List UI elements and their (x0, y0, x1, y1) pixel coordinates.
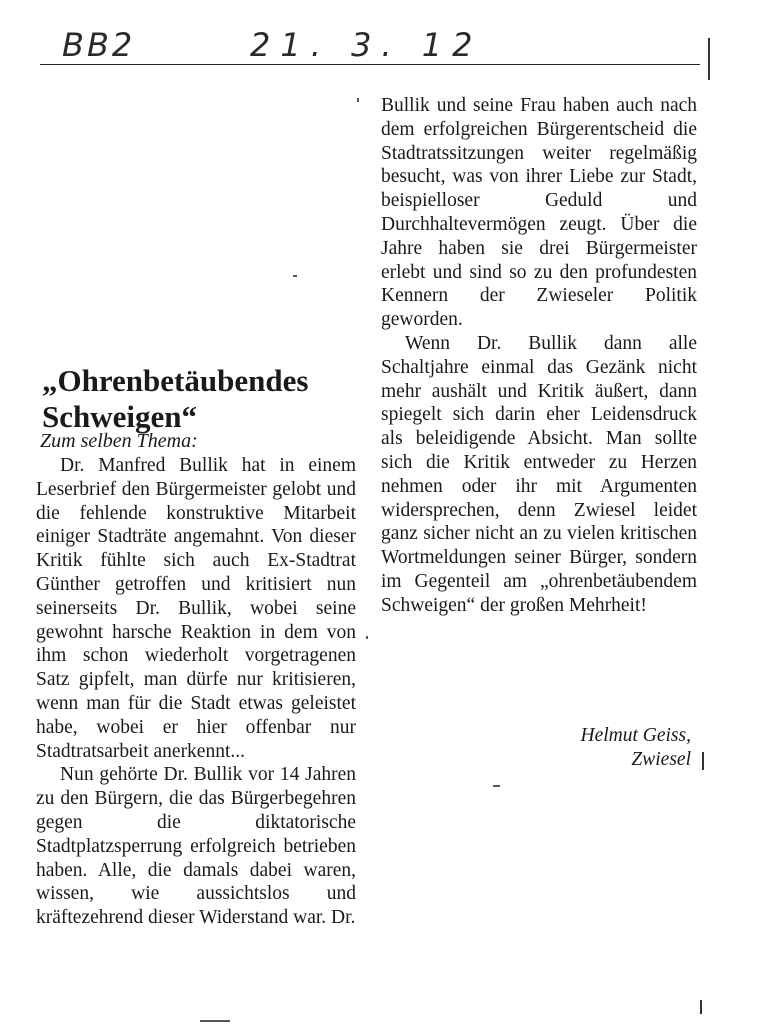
article-kicker: Zum selben Thema: (40, 430, 198, 452)
article-paragraph: Dr. Manfred Bullik hat in einem Leserbrief den Bürgermeister gelobt und die fehlende konstruktive Mitarbeit einiger Stadträte angemahnt. Von dieser Kritik fühlte sich auch Ex-Stadtrat Günther getroffen und kritisiert nun seinerseits Dr. Bullik, wobei seine gewohnt harsche Reaktion in dem von ihm schon wiederholt vorgetragenen Satz gipfelt, man dürfe nur kritisieren, wenn man für die Stadt etwas geleistet habe, wobei er hier offenbar nur Stadtratsarbeit anerkennt... (36, 455, 356, 762)
margin-mark-signature (702, 752, 704, 770)
article-paragraph: Nun gehörte Dr. Bullik vor 14 Jahren zu den Bürgern, die das Bürgerbegehren gegen die diktatorische Stadtplatzsperrung erfolgreich betrieben haben. Alle, die damals dabei waren, wissen, wie aussichtslos und kräftezehrend dieser Widerstand war. Dr. (36, 764, 356, 929)
article-paragraph: Wenn Dr. Bullik dann alle Schaltjahre einmal das Gezänk nicht mehr aushält und Kritik äußert, dann spiegelt sich darin eher Leidensdruck als beleidigende Absicht. Man sollte sich die Kritik entweder zu Herzen nehmen oder ihr mit Argumenten widersprechen, denn Zwiesel leidet ganz sicher nicht an zu vielen kritischen Wortmeldungen seiner Bürger, sondern im Gegenteil am „ohrenbetäubendem Schweigen“ der großen Mehrheit! (381, 332, 697, 616)
scan-speck (366, 636, 368, 639)
top-rule (40, 64, 700, 65)
scan-speck (357, 98, 359, 102)
author-name: Helmut Geiss, (580, 725, 691, 746)
article-column-right (381, 94, 697, 618)
margin-mark-top-right (708, 38, 710, 80)
scan-speck (293, 275, 297, 277)
article-paragraph: Bullik und seine Frau haben auch nach dem erfolgreichen Bürgerentscheid die Stadtratssitzungen weiter regelmäßig besucht, was von ihrer Liebe zur Stadt, beispielloser Geduld und Durchhaltevermögen zeugt. Über die Jahre haben sie drei Bürgermeister erlebt und sind so zu den profundesten Kennern der Zwieseler Politik geworden. (381, 95, 697, 331)
author-location: Zwiesel (631, 749, 691, 770)
scan-speck (493, 785, 500, 787)
handwritten-date-note: 21. 3. 12 (250, 26, 483, 64)
margin-mark-bottom-right (700, 1000, 702, 1014)
scan-speck (200, 1020, 230, 1022)
article-column-left (36, 454, 356, 930)
article-headline: „Ohrenbetäubendes Schweigen“ (42, 363, 309, 434)
handwritten-source-note: BB2 (62, 26, 136, 64)
